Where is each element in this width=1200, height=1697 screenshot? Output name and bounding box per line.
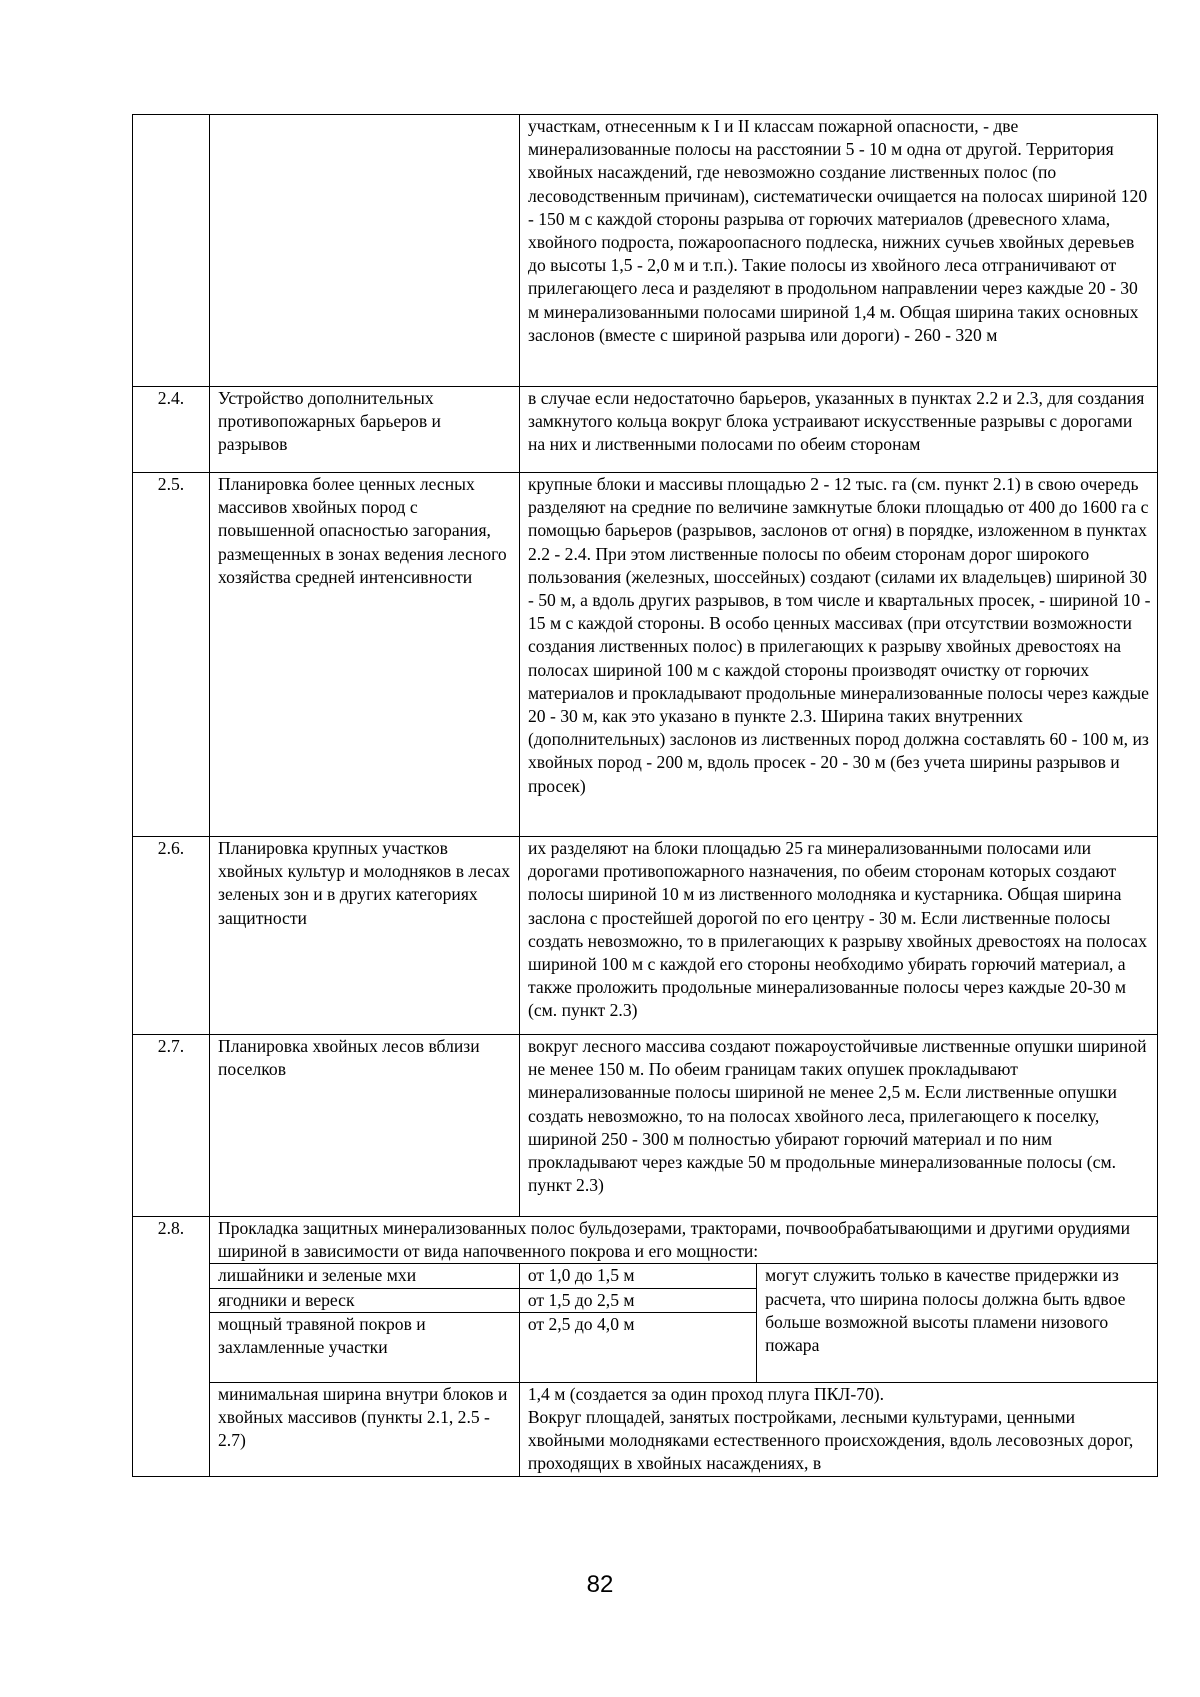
table-row	[210, 1264, 1157, 1288]
strip-width: от 2,5 до 4,0 м	[519, 1312, 756, 1382]
row-description: участкам, отнесенным к I и II классам пожарной опасности, - две минерализованные полосы на расстоянии 5 - 10 м одна от другой. Территория хвойных насаждений, где невозможно создание лиственных полос (по лесоводственным причинам), систематически очищается на полосах шириной 120 - 150 м с каждой стороны разрыва от горючих материалов (древесного хлама, хвойного подроста, пожароопасного подлеска, нижних сучьев хвойных деревьев до высоты 1,5 - 2,0 м и т.п.). Такие полосы из хвойного леса отграничивают от прилегающего леса и разделяют в продольном направлении через каждые 20 - 30 м минерализованными полосами шириной 1,4 м. Общая ширина таких основных заслонов (вместе с шириной разрыва или дороги) - 260 - 320 м	[520, 115, 1158, 387]
table-row	[133, 1217, 1158, 1477]
strip-width: от 1,5 до 2,5 м	[519, 1288, 756, 1312]
row-number	[133, 115, 210, 387]
row-description: в случае если недостаточно барьеров, указанных в пунктах 2.2 и 2.3, для создания замкнутого кольца вокруг блока устраивают искусственные разрывы с дорогами на них и лиственными полосами по обеим сторонам	[520, 387, 1158, 473]
strip-width: от 1,0 до 1,5 м	[519, 1264, 756, 1288]
row-title: Планировка хвойных лесов вблизи поселков	[210, 1035, 520, 1217]
row-title: Устройство дополнительных противопожарных барьеров и разрывов	[210, 387, 520, 473]
fire-prevention-table	[132, 114, 1158, 1477]
row-description: вокруг лесного массива создают пожароустойчивые лиственные опушки шириной не менее 150 м. По обеим границам таких опушек прокладывают минерализованные полосы шириной не менее 2,5 м. Если лиственные опушки создать невозможно, то на полосах хвойного леса, прилегающего к поселку, шириной 250 - 300 м полностью убирают горючий материал и по ним прокладывают через каждые 50 м продольные минерализованные полосы (см. пункт 2.3)	[520, 1035, 1158, 1217]
row-number: 2.8.	[133, 1217, 210, 1477]
min-width-continuation: Вокруг площадей, занятых постройками, лесными культурами, ценными хвойными молодняками естественного происхождения, вдоль лесовозных дорог, проходящих в хвойных насаждениях, в	[527, 1407, 1134, 1474]
row-title: Планировка крупных участков хвойных культур и молодняков в лесах зеленых зон и в других категориях защитности	[210, 837, 520, 1035]
row-description: крупные блоки и массивы площадью 2 - 12 тыс. га (см. пункт 2.1) в свою очередь разделяют на средние по величине замкнутые блоки площадью от 400 до 1600 га с помощью барьеров (разрывов, заслонов от огня) в порядке, изложенном в пунктах 2.2 - 2.4. При этом лиственные полосы по обеим сторонам дорог широкого пользования (железных, шоссейных) создают (силами их владельцев) шириной 30 - 50 м, а вдоль других разрывов, в том числе и квартальных просек, - шириной 10 - 15 м с каждой стороны. В особо ценных массивах (при отсутствии возможности создания лиственных полос) в прилегающих к разрыву хвойных древостоях на полосах шириной 100 м с каждой стороны производят очистку от горючих материалов и прокладывают продольные минерализованные полосы через каждые 20 - 30 м, как это указано в пункте 2.3. Ширина таких внутренних (дополнительных) заслонов из лиственных пород должна составлять 60 - 100 м, из хвойных пород - 200 м, вдоль просек - 20 - 30 м (без учета ширины разрывов и просек)	[520, 473, 1158, 837]
min-width-description	[519, 1382, 1157, 1475]
ground-cover-table	[210, 1263, 1157, 1475]
row-description: их разделяют на блоки площадью 25 га минерализованными полосами или дорогами противопожарного назначения, по обеим сторонам которых создают полосы шириной 10 м из лиственного молодняка и кустарника. Общая ширина заслона с простейшей дорогой по его центру - 30 м. Если лиственные полосы создать невозможно, то в прилегающих к разрыву хвойных древостоях на полосах шириной 100 м с каждой его стороны необходимо убирать горючий материал, а также проложить продольные минерализованные полосы через каждые 20-30 м (см. пункт 2.3)	[520, 837, 1158, 1035]
strip-note: могут служить только в качестве придержки из расчета, что ширина полосы должна быть вдвое больше возможной высоты пламени низового пожара	[757, 1264, 1157, 1382]
table-row	[133, 473, 1158, 837]
row-number: 2.4.	[133, 387, 210, 473]
row-title: Прокладка защитных минерализованных полос бульдозерами, тракторами, почвообрабатывающими и другими орудиями шириной в зависимости от вида напочвенного покрова и его мощности:	[218, 1218, 1131, 1262]
table-row	[210, 1382, 1157, 1475]
table-row	[133, 387, 1158, 473]
table-row	[133, 115, 1158, 387]
min-width-value: 1,4 м (создается за один проход плуга ПКЛ-70).	[527, 1383, 885, 1404]
cover-type: лишайники и зеленые мхи	[210, 1264, 519, 1288]
min-width-label: минимальная ширина внутри блоков и хвойных массивов (пункты 2.1, 2.5 - 2.7)	[210, 1382, 519, 1475]
row-2-8-content	[210, 1217, 1158, 1477]
row-number: 2.7.	[133, 1035, 210, 1217]
row-title	[210, 115, 520, 387]
page-number: 82	[586, 1571, 614, 1598]
row-number: 2.6.	[133, 837, 210, 1035]
cover-type: мощный травяной покров и захламленные участки	[210, 1312, 519, 1382]
table-row	[133, 837, 1158, 1035]
cover-type: ягодники и вереск	[210, 1288, 519, 1312]
row-number: 2.5.	[133, 473, 210, 837]
row-title: Планировка более ценных лесных массивов хвойных пород с повышенной опасностью загорания, размещенных в зонах ведения лесного хозяйства средней интенсивности	[210, 473, 520, 837]
table-row	[133, 1035, 1158, 1217]
